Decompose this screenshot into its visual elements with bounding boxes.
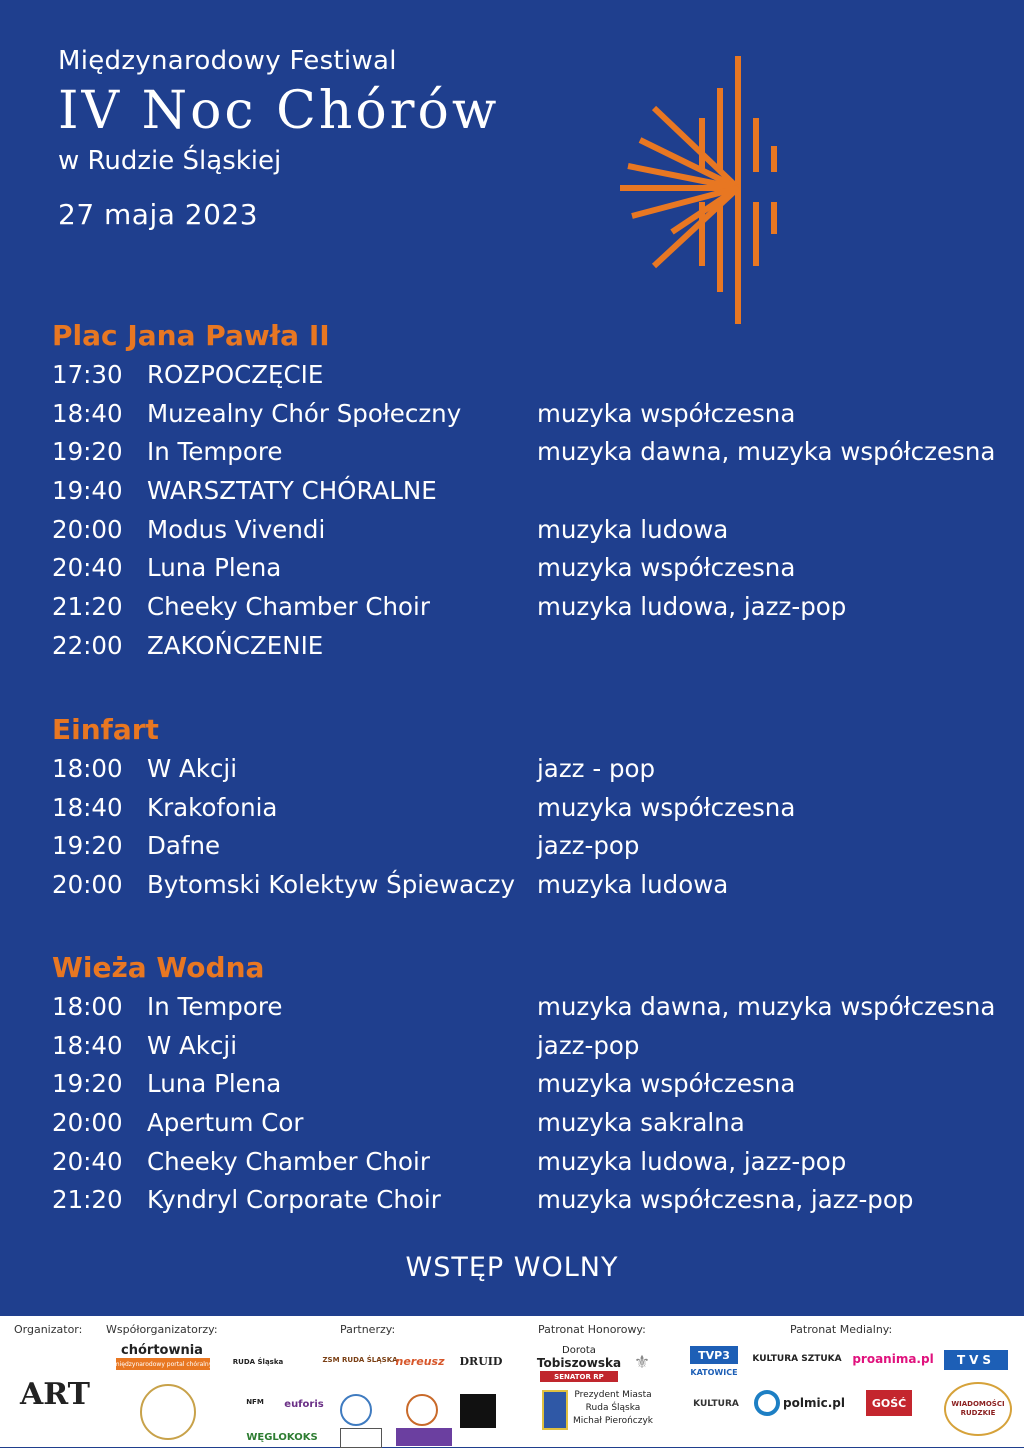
row-time: 20:00 — [52, 1108, 123, 1138]
row-time: 20:40 — [52, 1146, 123, 1176]
proanima-logo: proanima.pl — [852, 1352, 934, 1366]
eagle-emblem-icon: ⚜ — [633, 1351, 651, 1373]
venue-title: Wieża Wodna — [52, 951, 265, 984]
schedule-row — [52, 750, 1002, 789]
senator-last-name: Tobiszowska — [536, 1356, 622, 1370]
tvs-logo: TVS — [944, 1350, 1008, 1370]
row-time: 19:20 — [52, 437, 123, 467]
wiadomosci-rudzkie-logo: WIADOMOŚCI RUDZKIE — [944, 1382, 1012, 1436]
row-time: 18:40 — [52, 398, 123, 428]
sunburst-logo-icon — [618, 54, 778, 326]
polmic-logo: polmic.pl — [783, 1396, 845, 1410]
schedule-row — [52, 511, 1002, 550]
row-genre: muzyka ludowa, jazz-pop — [537, 592, 847, 622]
row-genre: muzyka sakralna — [537, 1108, 745, 1138]
kultura-sztuka-logo: KULTURA SZTUKA — [752, 1354, 842, 1364]
row-name: WARSZTATY CHÓRALNE — [147, 476, 437, 506]
venue-section-wieza — [52, 948, 1002, 1220]
row-name: W Akcji — [147, 754, 238, 783]
schedule-row — [52, 827, 1002, 866]
row-name: Luna Plena — [147, 1069, 282, 1099]
schedule-row — [52, 866, 1002, 905]
honorary-label: Patronat Honorowy: — [538, 1323, 646, 1336]
city-crest-icon — [542, 1390, 568, 1430]
row-time: 20:40 — [52, 553, 123, 583]
nereusz-logo: nereusz — [395, 1354, 445, 1368]
tvp-kultura-logo: KULTURA — [693, 1399, 739, 1409]
row-time: 22:00 — [52, 630, 123, 660]
schedule-row — [52, 395, 1002, 434]
row-genre: muzyka współczesna — [537, 1069, 796, 1099]
weglokoks-logo: WĘGLOKOKS — [246, 1431, 318, 1443]
euforis-logo: euforis — [284, 1398, 324, 1410]
schedule-row — [52, 433, 1002, 472]
row-time: 18:00 — [52, 992, 123, 1021]
row-genre: jazz-pop — [537, 831, 640, 861]
row-time: 18:40 — [52, 792, 123, 822]
nfm-logo: NFM — [246, 1398, 264, 1406]
club-badge-icon — [396, 1428, 452, 1446]
row-genre: muzyka ludowa, jazz-pop — [537, 1146, 847, 1176]
chortownia-subtitle: międzynarodowy portal chóralny — [116, 1358, 210, 1370]
schedule-row — [52, 988, 1002, 1027]
row-time: 21:20 — [52, 1185, 123, 1215]
venue-title: Plac Jana Pawła II — [52, 319, 330, 352]
president-line2: Ruda Śląska — [585, 1403, 641, 1413]
row-genre: jazz-pop — [537, 1030, 640, 1060]
row-time: 20:00 — [52, 514, 123, 544]
header — [58, 46, 499, 231]
organizer-label: Organizator: — [14, 1323, 83, 1336]
building-icon — [340, 1428, 382, 1448]
schedule-row — [52, 1143, 1002, 1182]
art-logo: ART — [20, 1376, 91, 1412]
row-genre: muzyka ludowa — [537, 870, 729, 900]
row-genre: muzyka dawna, muzyka współczesna — [537, 437, 996, 467]
row-name: Kyndryl Corporate Choir — [147, 1185, 441, 1215]
media-label: Patronat Medialny: — [790, 1323, 893, 1336]
row-genre: jazz - pop — [537, 754, 656, 783]
schedule-row — [52, 627, 1002, 666]
row-name: Cheeky Chamber Choir — [147, 592, 430, 622]
choir-seal-icon — [140, 1384, 196, 1440]
free-entry-label: WSTĘP WOLNY — [405, 1252, 619, 1283]
row-name: ROZPOCZĘCIE — [147, 360, 324, 389]
coorganizers-label: Współorganizatorzy: — [106, 1323, 218, 1336]
row-genre: muzyka współczesna — [537, 398, 796, 428]
row-genre: muzyka współczesna — [537, 792, 796, 822]
row-name: Cheeky Chamber Choir — [147, 1146, 430, 1176]
polmic-icon — [754, 1390, 780, 1416]
tvp3-logo: TVP3 — [690, 1346, 738, 1364]
row-time: 18:00 — [52, 754, 123, 783]
row-time: 17:30 — [52, 360, 123, 389]
venue-title: Einfart — [52, 713, 159, 746]
venue-section-plac — [52, 316, 1002, 666]
zsm-logo: ZSM RUDA ŚLĄSKA — [322, 1356, 398, 1364]
festival-title: IV Noc Chórów — [58, 81, 500, 141]
chortownia-logo: chórtownia — [121, 1342, 203, 1358]
partners-label: Partnerzy: — [340, 1323, 396, 1336]
schedule-row — [52, 549, 1002, 588]
schedule-row — [52, 1104, 1002, 1143]
schedule-row — [52, 356, 1002, 395]
row-name: Apertum Cor — [147, 1108, 304, 1138]
row-genre: muzyka współczesna — [537, 553, 796, 583]
senator-first-name: Dorota — [562, 1344, 596, 1356]
row-time: 19:20 — [52, 831, 123, 861]
schedule-row — [52, 588, 1002, 627]
ruda-logo: RUDA Śląska — [232, 1358, 284, 1366]
schedule-row — [52, 1027, 1002, 1066]
row-genre: muzyka dawna, muzyka współczesna — [537, 992, 996, 1021]
festival-subtitle: Międzynarodowy Festiwal — [58, 46, 397, 76]
row-time: 21:20 — [52, 592, 123, 622]
crest-icon — [340, 1394, 372, 1426]
row-time: 18:40 — [52, 1030, 123, 1060]
row-name: Bytomski Kolektyw Śpiewaczy — [147, 870, 516, 900]
schedule-row — [52, 1181, 1002, 1220]
row-name: In Tempore — [147, 992, 283, 1021]
row-name: W Akcji — [147, 1030, 238, 1060]
kus-seal-icon — [406, 1394, 438, 1426]
row-time: 20:00 — [52, 870, 123, 900]
row-time: 19:20 — [52, 1069, 123, 1099]
row-name: ZAKOŃCZENIE — [147, 630, 324, 660]
row-time: 19:40 — [52, 476, 123, 506]
schedule-row — [52, 1065, 1002, 1104]
senator-badge: SENATOR RP — [540, 1371, 618, 1382]
president-line3: Michał Pierończyk — [572, 1416, 654, 1426]
row-name: Modus Vivendi — [147, 514, 326, 544]
dark-emblem-icon — [460, 1394, 496, 1428]
katowice-label: KATOWICE — [690, 1367, 738, 1377]
festival-date: 27 maja 2023 — [58, 198, 259, 231]
gosc-logo: GOŚĆ — [866, 1390, 912, 1416]
sponsors-footer — [0, 1316, 1024, 1447]
venue-section-einfart — [52, 710, 1002, 905]
row-name: In Tempore — [147, 437, 283, 467]
row-name: Muzealny Chór Społeczny — [147, 398, 462, 428]
row-genre: muzyka ludowa — [537, 514, 729, 544]
druid-logo: DRUID — [459, 1354, 503, 1368]
music-badge-icon — [462, 1428, 498, 1446]
schedule-row — [52, 789, 1002, 828]
row-name: Krakofonia — [147, 792, 278, 822]
row-name: Luna Plena — [147, 553, 282, 583]
row-name: Dafne — [147, 831, 221, 861]
president-line1: Prezydent Miasta — [574, 1390, 652, 1400]
festival-city: w Rudzie Śląskiej — [58, 146, 282, 176]
row-genre: muzyka współczesna, jazz-pop — [537, 1185, 914, 1215]
schedule-row — [52, 472, 1002, 511]
